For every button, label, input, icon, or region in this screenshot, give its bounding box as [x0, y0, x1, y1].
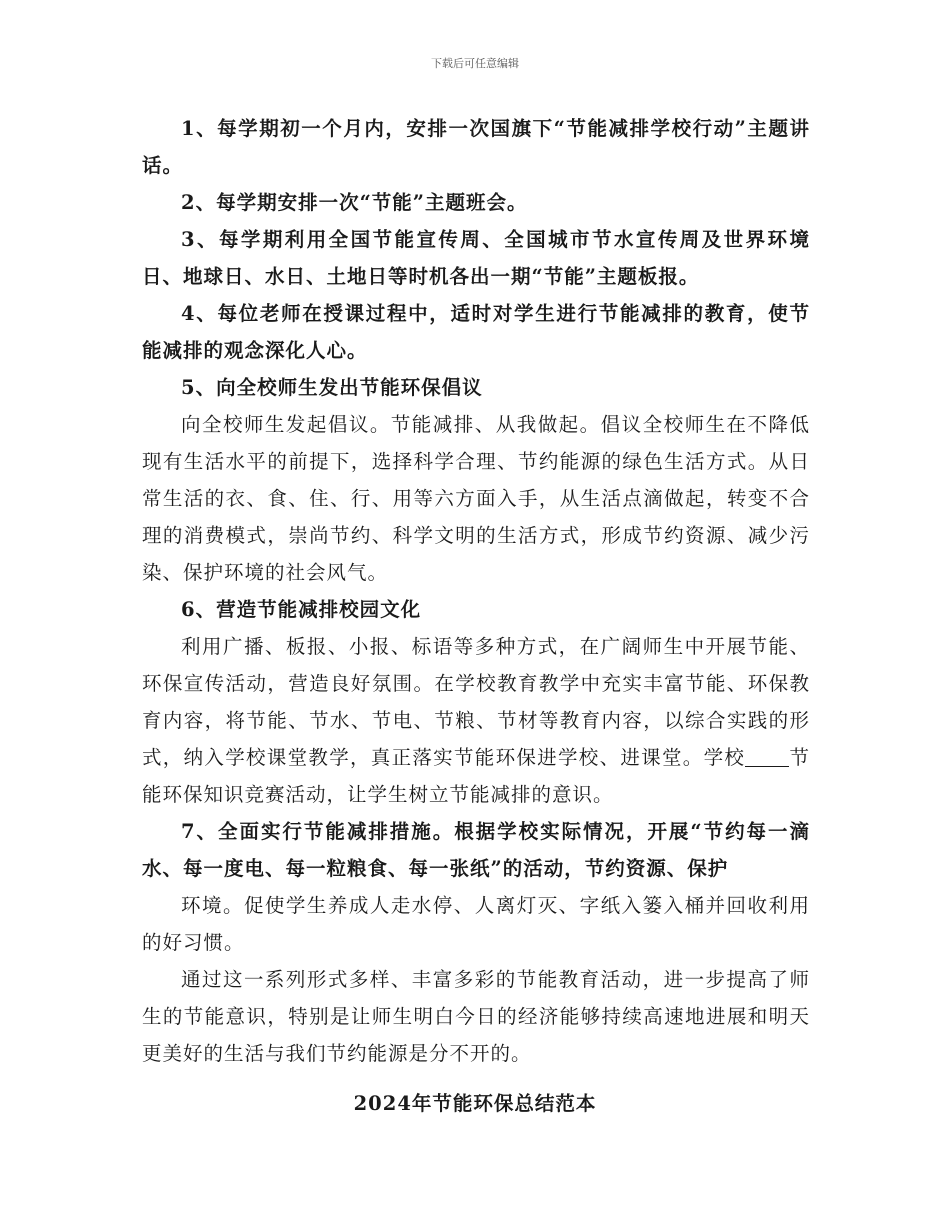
paragraph-7-continuation: 环境。促使学生养成人走水停、人离灯灭、字纸入篓入桶并回收利用的好习惯。: [142, 894, 810, 954]
paragraph-2: 2、每学期安排一次“节能”主题班会。: [181, 191, 528, 214]
fill-in-blank: [745, 746, 789, 767]
next-document-title: 2024年节能环保总结范本: [353, 1092, 597, 1115]
paragraph-6-text-before: 利用广播、板报、小报、标语等多种方式，在广阔师生中开展节能、环保宣传活动，营造良好氛围。在学校教育教学中充实丰富节能、环保教育内容，将节能、节水、节电、节粮、节材等教育内容，以综合实践的形式，纳入学校课堂教学，真正落实节能环保进学校、进课堂。学校: [142, 635, 810, 769]
paragraph-8: 通过这一系列形式多样、丰富多彩的节能教育活动，进一步提高了师生的节能意识，特别是让师生明白今日的经济能够持续高速地进展和明天更美好的生活与我们节约能源是分不开的。: [142, 968, 810, 1065]
paragraph-6-text-after: 节能环保知识竞赛活动，让学生树立节能减排的意识。: [142, 746, 810, 806]
paragraph-5-body: 向全校师生发起倡议。节能减排、从我做起。倡议全校师生在不降低现有生活水平的前提下，选择科学合理、节约能源的绿色生活方式。从日常生活的衣、食、住、行、用等六方面入手，从生活点滴做起，转变不合理的消费模式，崇尚节约、科学文明的生活方式，形成节约资源、减少污染、保护环境的社会风气。: [142, 413, 810, 584]
paragraph-6-heading: 6、营造节能减排校园文化: [181, 598, 422, 621]
document-body: [142, 110, 810, 1072]
paragraph-7: 7、全面实行节能减排措施。根据学校实际情况，开展“节约每一滴水、每一度电、每一粒粮食、每一张纸”的活动，节约资源、保护: [142, 820, 810, 880]
paragraph-6-body: [142, 628, 810, 813]
paragraph-4: 4、每位老师在授课过程中，适时对学生进行节能减排的教育，使节能减排的观念深化人心。: [142, 302, 810, 362]
paragraph-3: 3、每学期利用全国节能宣传周、全国城市节水宣传周及世界环境日、地球日、水日、土地日等时机各出一期“节能”主题板报。: [142, 228, 810, 288]
paragraph-1: 1、每学期初一个月内，安排一次国旗下“节能减排学校行动”主题讲话。: [142, 117, 810, 177]
paragraph-5-heading: 5、向全校师生发出节能环保倡议: [181, 376, 483, 399]
header-note: 下载后可任意编辑: [431, 57, 519, 70]
